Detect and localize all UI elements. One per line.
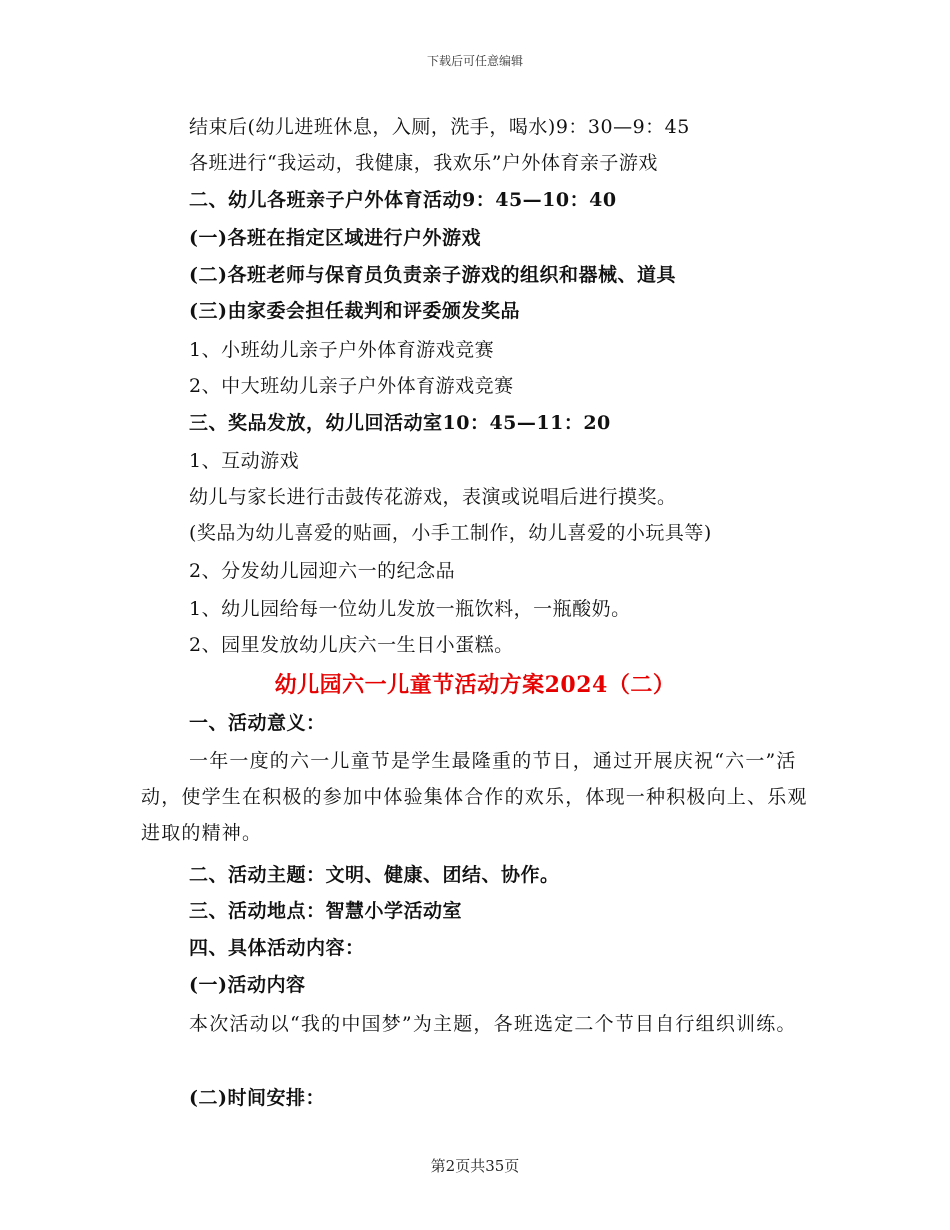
subheading: (二)各班老师与保育员负责亲子游戏的组织和器械、道具	[189, 264, 676, 286]
text-line: 幼儿与家长进行击鼓传花游戏，表演或说唱后进行摸奖。	[189, 486, 677, 508]
paragraph: 本次活动以“我的中国梦”为主题，各班选定二个节目自行组织训练。	[189, 1013, 797, 1035]
section-heading: 三、奖品发放，幼儿回活动室10：45—11：20	[189, 412, 611, 434]
section-heading: 二、活动主题：文明、健康、团结、协作。	[189, 864, 560, 886]
section-heading: 四、具体活动内容：	[189, 937, 365, 959]
list-item: 2、分发幼儿园迎六一的纪念品	[189, 560, 456, 582]
section-heading: 二、幼儿各班亲子户外体育活动9：45—10：40	[189, 189, 617, 211]
header-note: 下载后可任意编辑	[426, 54, 523, 68]
subheading: (二)时间安排：	[189, 1087, 325, 1109]
page-number: 第2页共35页	[430, 1157, 520, 1175]
list-item: 1、幼儿园给每一位幼儿发放一瓶饮料，一瓶酸奶。	[189, 598, 631, 620]
section-heading: 三、活动地点：智慧小学活动室	[189, 900, 463, 922]
text-line: 结束后(幼儿进班休息，入厕，洗手，喝水)9：30—9：45	[189, 116, 690, 138]
list-item: 2、中大班幼儿亲子户外体育游戏竞赛	[189, 375, 514, 397]
text-line: (奖品为幼儿喜爱的贴画，小手工制作，幼儿喜爱的小玩具等)	[189, 522, 712, 544]
text-line: 各班进行“我运动，我健康，我欢乐”户外体育亲子游戏	[189, 152, 658, 174]
document-title: 幼儿园六一儿童节活动方案2024（二）	[274, 672, 676, 698]
list-item: 1、互动游戏	[189, 450, 300, 472]
subheading: (一)各班在指定区域进行户外游戏	[189, 227, 481, 249]
section-heading: 一、活动意义：	[189, 712, 326, 734]
subheading: (一)活动内容	[189, 974, 306, 996]
list-item: 2、园里发放幼儿庆六一生日小蛋糕。	[189, 634, 514, 656]
paragraph: 一年一度的六一儿童节是学生最隆重的节日，通过开展庆祝“六一”活动，使学生在积极的参加中体验集体合作的欢乐，体现一种积极向上、乐观进取的精神。	[141, 750, 808, 844]
subheading: (三)由家委会担任裁判和评委颁发奖品	[189, 300, 520, 322]
list-item: 1、小班幼儿亲子户外体育游戏竞赛	[189, 339, 495, 361]
